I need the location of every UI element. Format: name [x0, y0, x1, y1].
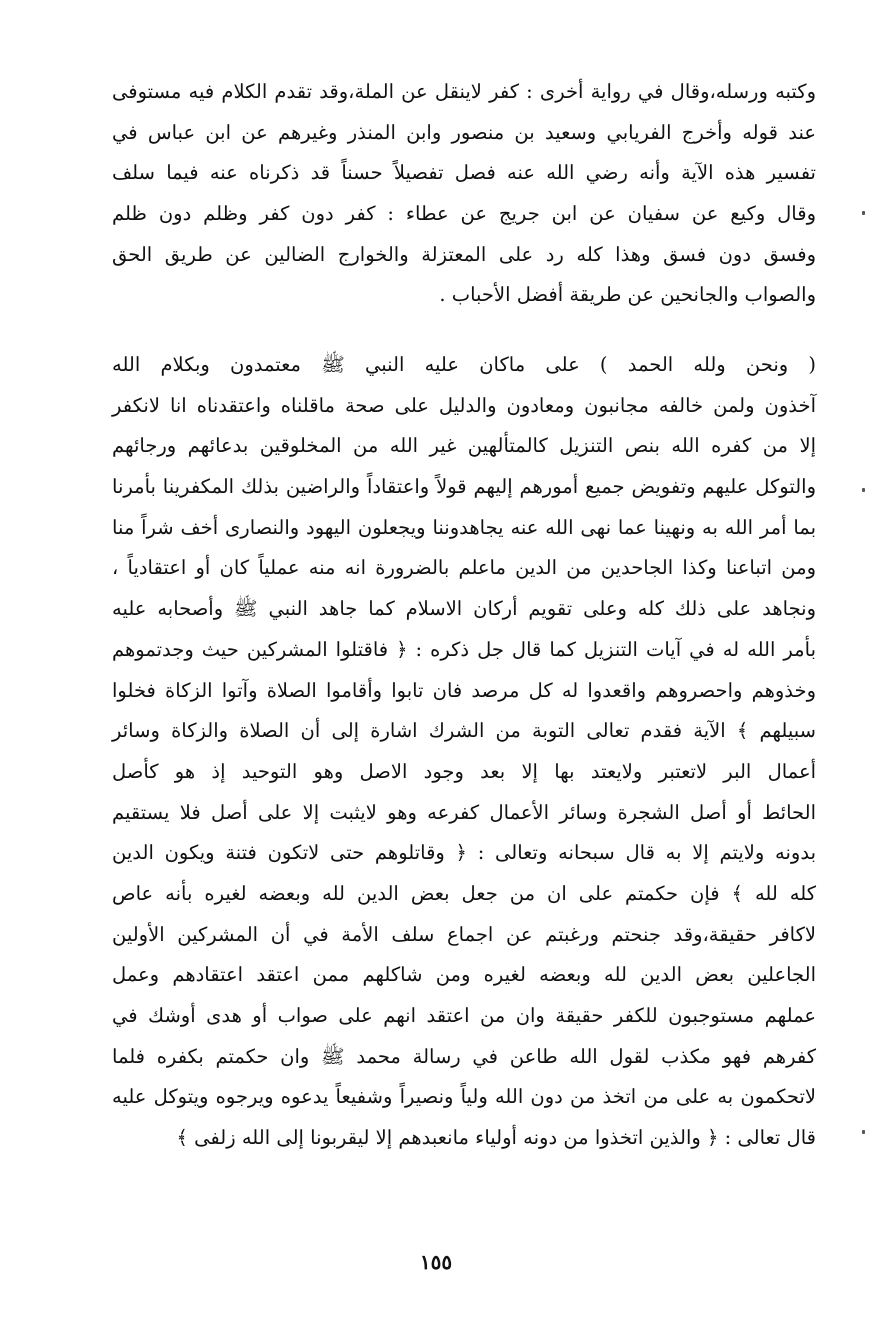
text-line: آخذون ولمن خالفه مجانبون ومعادون والدليل على صحة ماقلناه واعتقدناه انا لانكفر — [112, 393, 816, 417]
margin-speck — [862, 1130, 865, 1134]
text-line: بدونه ولايتم إلا به قال سبحانه وتعالى : ﴿ وقاتلوهم حتى لاتكون فتنة ويكون الدين — [112, 841, 816, 865]
text-line: كله لله ﴾ فإن حكمتم على ان من جعل بعض الدين لله وبعضه لغيره بأنه عاص — [112, 881, 816, 905]
text-line: لاكافر حقيقة،وقد جنحتم ورغبتم عن اجماع سلف الأمة في أن المشركين الأولين — [112, 922, 816, 946]
text-line: الجاعلين بعض الدين لله وبعضه لغيره ومن شاكلهم ممن اعتقد اعتقادهم وعمل — [112, 963, 816, 987]
text-line: بما أمر الله به ونهينا عما نهى الله عنه يجاهدوننا ويجعلون اليهود والنصارى أخف شراً منا — [112, 515, 816, 539]
margin-speck — [862, 211, 865, 215]
text-line: بأمر الله له في آيات التنزيل كما قال جل ذكره : ﴿ فاقتلوا المشركين حيث وجدتموهم — [112, 637, 816, 661]
text-line: لاتحكمون به على من اتخذ من دون الله ولياً ونصيراً وشفيعاً يدعوه ويرجوه ويتوكل عليه — [112, 1085, 816, 1109]
paragraph-1 — [112, 72, 816, 316]
text-line: والتوكل عليهم وتفويض جميع أمورهم إليهم قولاً واعتقاداً والراضين بذلك المكفرينا بأمرنا — [112, 475, 816, 499]
text-line: وكتبه ورسله،وقال في رواية أخرى : كفر لاينقل عن الملة،وقد تقدم الكلام فيه مستوفى — [112, 80, 816, 103]
text-line: كفرهم فهو مكذب لقول الله طاعن في رسالة محمد ﷺ وان حكمتم بكفره فلما — [112, 1044, 816, 1068]
text-line: ومن اتباعنا وكذا الجاحدين من الدين ماعلم بالضرورة انه منه عملياً كان أو اعتقادياً ، — [112, 556, 816, 580]
text-line: ونجاهد على ذلك كله وعلى تقويم أركان الاسلام كما جاهد النبي ﷺ وأصحابه عليه — [112, 597, 816, 621]
text-line: إلا من كفره الله بنص التنزيل كالمتألهين غير الله من المخلوقين بدعائهم ورجائهم — [112, 434, 816, 458]
text-line: وقال وكيع عن سفيان عن ابن جريج عن عطاء : كفر دون كفر وظلم دون ظلم — [112, 202, 816, 226]
margin-speck — [862, 488, 865, 492]
text-line: وخذوهم واحصروهم واقعدوا له كل مرصد فان تابوا وأقاموا الصلاة وآتوا الزكاة فخلوا — [112, 678, 816, 702]
text-line: أعمال البر لاتعتبر ولايعتد بها إلا بعد وجود الاصل وهو التوحيد إذ هو كأصل — [112, 759, 816, 783]
text-line: تفسير هذه الآية وأنه رضي الله عنه فصل تفصيلاً حسناً قد ذكرناه عنه فيما سلف — [112, 161, 816, 185]
text-line: سبيلهم ﴾ الآية فقدم تعالى التوبة من الشرك اشارة إلى أن الصلاة والزكاة وسائر — [112, 719, 816, 743]
text-line: الحائط أو أصل الشجرة وسائر الأعمال كفرعه وهو لايثبت إلا على أصل فلا يستقيم — [112, 800, 816, 824]
paragraph-2 — [112, 345, 816, 1159]
text-line: ( ونحن ولله الحمد ) على ماكان عليه النبي ﷺ معتمدون وبكلام الله — [112, 353, 816, 376]
text-line: والصواب والجانحين عن طريقة أفضل الأحباب . — [439, 283, 816, 307]
page-number: ١٥٥ — [419, 1250, 453, 1274]
text-line: قال تعالى : ﴿ والذين اتخذوا من دونه أولياء مانعبدهم إلا ليقربونا إلى الله زلفى ﴾ — [176, 1126, 816, 1150]
text-line: عملهم مستوجبون للكفر حقيقة وان من اعتقد انهم على صواب أو هدى أوشك في — [112, 1004, 816, 1027]
text-line: عند قوله وأخرج الفريابي وسعيد بن منصور وابن المنذر وغيرهم عن ابن عباس في — [112, 120, 816, 144]
text-line: وفسق دون فسق وهذا كله رد على المعتزلة والخوارج الضالين عن طريق الحق — [112, 242, 816, 266]
